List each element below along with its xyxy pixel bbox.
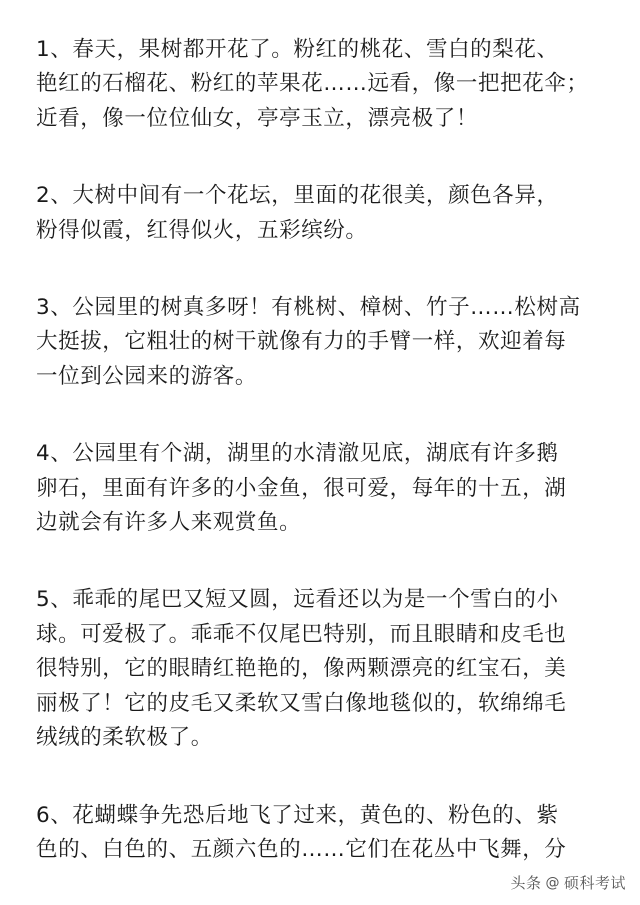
paragraph-line: 艳红的石榴花、粉红的苹果花……远看，像一把把花伞； <box>36 71 589 97</box>
watermark-at: @ <box>545 874 560 891</box>
paragraph-line: 丽极了！它的皮毛又柔软又雪白像地毯似的，软绵绵毛 <box>36 690 567 716</box>
paragraph-line: 绒绒的柔软极了。 <box>36 725 213 751</box>
paragraph-line: 卵石，里面有许多的小金鱼，很可爱，每年的十五，湖 <box>36 475 567 501</box>
paragraph-line: 很特别，它的眼睛红艳艳的，像两颗漂亮的红宝石，美 <box>36 656 567 682</box>
paragraph-6 <box>36 799 620 868</box>
source-watermark <box>510 872 626 893</box>
paragraph-line: 球。可爱极了。乖乖不仅尾巴特别，而且眼睛和皮毛也 <box>36 621 567 647</box>
paragraph-line: 近看，像一位位仙女，亭亭玉立，漂亮极了！ <box>36 105 479 131</box>
paragraph-line: 3、公园里的树真多呀！有桃树、樟树、竹子……松树高 <box>36 295 581 321</box>
paragraph-line: 粉得似霞，红得似火，五彩缤纷。 <box>36 217 368 243</box>
watermark-account: 硕科考试 <box>563 874 626 892</box>
paragraph-3 <box>36 291 620 394</box>
paragraph-line: 色的、白色的、五颜六色的……它们在花丛中飞舞，分 <box>36 836 567 862</box>
paragraph-line: 一位到公园来的游客。 <box>36 363 258 389</box>
paragraph-line: 4、公园里有个湖，湖里的水清澈见底，湖底有许多鹅 <box>36 441 559 467</box>
paragraph-1 <box>36 33 620 136</box>
document-body <box>36 33 620 867</box>
watermark-source: 头条 <box>510 874 542 892</box>
paragraph-line: 边就会有许多人来观赏鱼。 <box>36 510 302 536</box>
paragraph-line: 1、春天，果树都开花了。粉红的桃花、雪白的梨花、 <box>36 37 559 62</box>
paragraph-line: 5、乖乖的尾巴又短又圆，远看还以为是一个雪白的小 <box>36 587 559 613</box>
paragraph-4 <box>36 437 620 540</box>
paragraph-line: 2、大树中间有一个花坛，里面的花很美，颜色各异， <box>36 183 559 209</box>
paragraph-line: 6、花蝴蝶争先恐后地飞了过来，黄色的、粉色的、紫 <box>36 802 559 828</box>
paragraph-2 <box>36 179 620 248</box>
paragraph-line: 大挺拔，它粗壮的树干就像有力的手臂一样，欢迎着每 <box>36 329 567 355</box>
paragraph-5 <box>36 583 620 755</box>
